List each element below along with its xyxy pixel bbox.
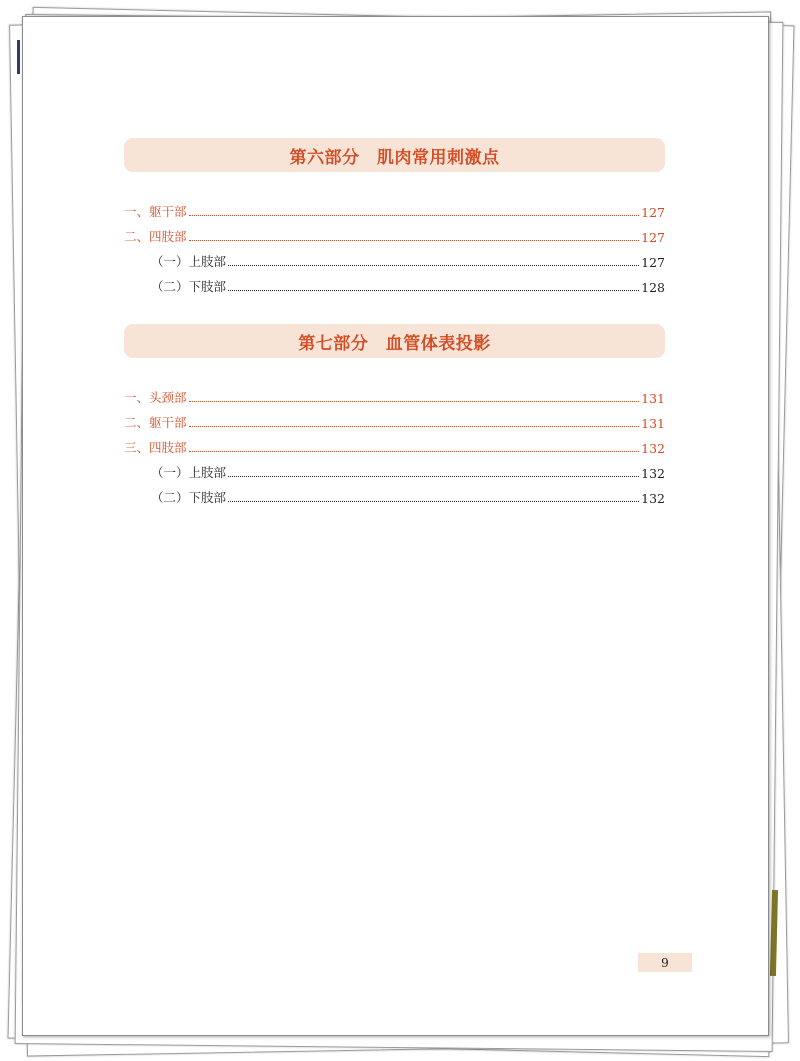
- toc-list-part-7: [124, 381, 665, 506]
- toc-entry-page: 131: [641, 416, 665, 431]
- toc-entry-label: （一）上肢部: [151, 254, 227, 269]
- toc-entry-page: 132: [641, 441, 665, 456]
- toc-leader-dots: [228, 475, 639, 477]
- toc-leader-dots: [189, 425, 640, 427]
- section-header-part-7: [124, 324, 665, 358]
- toc-leader-dots: [189, 450, 640, 452]
- toc-entry-page: 132: [641, 491, 665, 506]
- toc-entry-page: 131: [641, 391, 665, 406]
- page-number: [638, 953, 692, 972]
- toc-subentry[interactable]: [124, 456, 665, 481]
- toc-entry-label: 三、四肢部: [124, 440, 187, 455]
- toc-leader-dots: [228, 264, 639, 266]
- toc-entry-page: 128: [641, 280, 665, 295]
- toc-entry-label: 一、躯干部: [124, 204, 187, 219]
- toc-entry-label: 二、四肢部: [124, 229, 187, 244]
- toc-subentry[interactable]: [124, 270, 665, 295]
- page-number-text: 9: [661, 955, 669, 970]
- section-header-part-6: [124, 138, 665, 172]
- table-of-contents-page: [22, 16, 769, 1036]
- toc-entry-page: 127: [641, 205, 665, 220]
- toc-entry-label: （一）上肢部: [151, 465, 227, 480]
- toc-entry[interactable]: [124, 195, 665, 220]
- toc-entry-label: 一、头颈部: [124, 390, 187, 405]
- toc-entry[interactable]: [124, 381, 665, 406]
- toc-leader-dots: [228, 500, 639, 502]
- toc-entry-label: （二）下肢部: [151, 490, 227, 505]
- toc-list-part-6: [124, 195, 665, 295]
- toc-subentry[interactable]: [124, 481, 665, 506]
- toc-leader-dots: [189, 239, 640, 241]
- toc-entry-page: 132: [641, 466, 665, 481]
- toc-entry[interactable]: [124, 431, 665, 456]
- toc-leader-dots: [228, 289, 639, 291]
- toc-entry-page: 127: [641, 255, 665, 270]
- toc-entry[interactable]: [124, 406, 665, 431]
- cover-edge-strip: [17, 40, 20, 74]
- toc-leader-dots: [189, 400, 640, 402]
- toc-entry-label: 二、躯干部: [124, 415, 187, 430]
- toc-subentry[interactable]: [124, 245, 665, 270]
- toc-leader-dots: [189, 214, 640, 216]
- section-title: 第六部分 肌肉常用刺激点: [289, 147, 500, 168]
- section-title: 第七部分 血管体表投影: [298, 333, 491, 354]
- toc-entry-label: （二）下肢部: [151, 279, 227, 294]
- toc-entry-page: 127: [641, 230, 665, 245]
- toc-entry[interactable]: [124, 220, 665, 245]
